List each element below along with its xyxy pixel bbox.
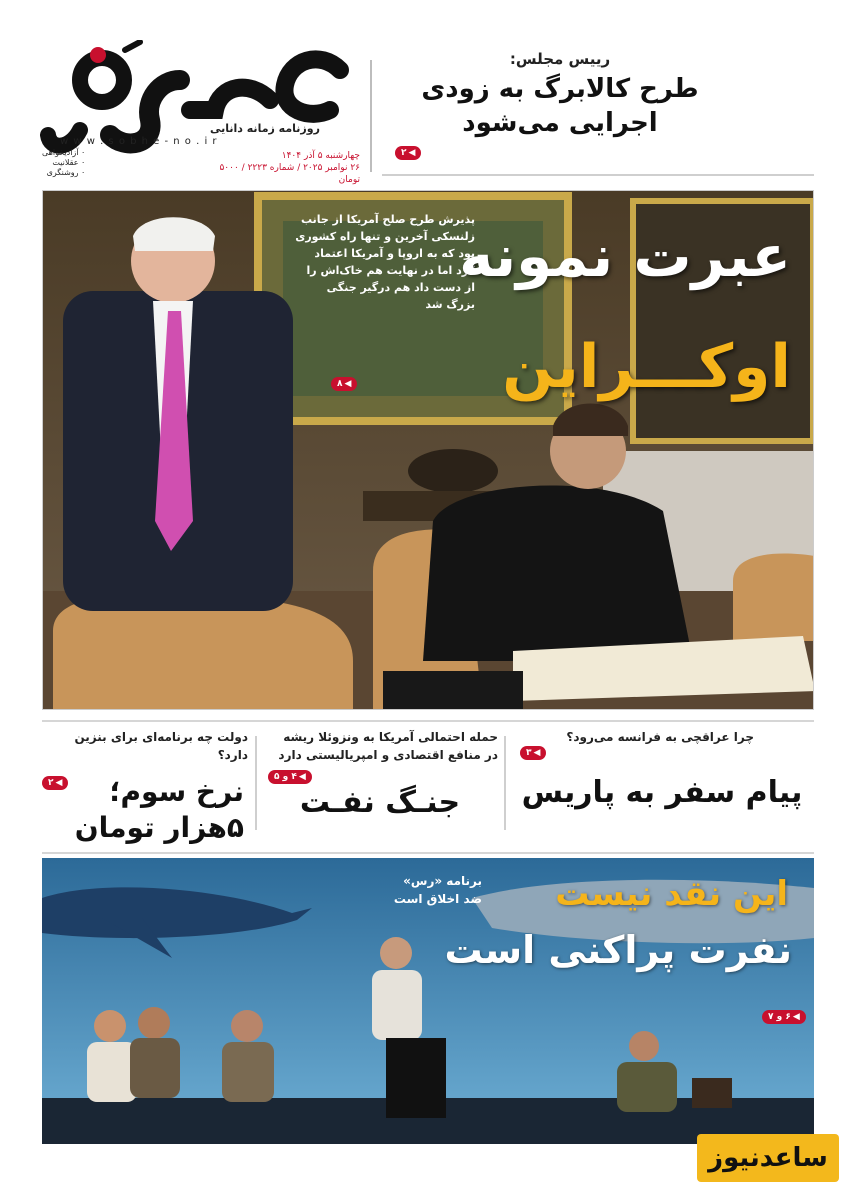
watermark-badge: ساعدنیوز [697, 1134, 839, 1182]
page-number: ۳ [526, 748, 532, 758]
hero-page-ref[interactable] [331, 371, 357, 391]
header-divider [370, 60, 372, 172]
top-story[interactable] [380, 50, 740, 140]
website-url: w w w . s o b h e - n o . i r [60, 136, 218, 147]
page-number: ۶ و ۷ [768, 1012, 791, 1022]
kicker-line: برنامه «رس» [403, 874, 482, 888]
page-number: ۸ [337, 379, 343, 389]
story-oil-page-ref[interactable] [268, 764, 312, 784]
bottom-story-page-ref[interactable] [762, 1004, 806, 1024]
top-story-title-line: طرح کالابرگ به زودی [421, 74, 699, 104]
hero-title-line-1: عبرت نمونه [459, 222, 791, 290]
bottom-story-title-line-1: این نقد نیست [555, 874, 788, 914]
values-list [42, 148, 85, 178]
dateline [200, 150, 360, 186]
story-title-line: ۵هزار تومان [74, 811, 244, 844]
story-title-line: نرخ سوم؛ [109, 775, 244, 808]
top-story-kicker: رییس مجلس: [509, 50, 611, 68]
arrow-left-icon: ◀ [792, 1012, 800, 1022]
hero-title-line-2: اوکـــراین [502, 332, 791, 402]
value-item: ۰ آزادیخواهی [42, 148, 86, 157]
story-oil-war[interactable] [262, 728, 498, 844]
page-number: ۲ [48, 778, 54, 788]
arrow-left-icon: ◀ [344, 379, 352, 389]
header-bottom-rule [382, 174, 814, 176]
arrow-left-icon: ◀ [408, 148, 416, 158]
page-number: ۴ و ۵ [274, 772, 297, 782]
story-title: پیام سفر به پاریس [521, 775, 803, 810]
newspaper-tagline: روزنامه زمانه دانایی [210, 122, 320, 135]
arrow-left-icon: ◀ [55, 778, 63, 788]
story-kicker: چرا عراقچی به فرانسه می‌رود؟ [566, 730, 754, 744]
story-title: جنـگ نفـت [299, 785, 461, 820]
story-paris-trip[interactable] [510, 728, 814, 844]
story-gasoline-rate[interactable] [42, 728, 248, 844]
page-number: ۲ [401, 148, 407, 158]
column-divider [255, 736, 257, 830]
story-gasoline-page-ref[interactable] [42, 770, 68, 790]
story-title [42, 774, 248, 846]
hero-story[interactable] [42, 190, 814, 710]
top-story-title [380, 72, 740, 140]
bottom-story-kicker [352, 872, 482, 908]
top-story-page-ref[interactable] [395, 140, 421, 160]
story-paris-page-ref[interactable] [520, 740, 546, 760]
hero-blurb: پذیرش طرح صلح آمریکا از جانب زلنسکی آخرین و تنها راه کشوری بود که به اروپا و آمریکا اعتماد کرد اما در نهایت هم خاک‌اش را از دست داد هم درگیر جنگی بزرگ شد [295, 213, 475, 311]
value-item: ۰ عقلانیت [52, 158, 86, 167]
bottom-story-title-line-2: نفرت پراکنی است [444, 928, 792, 972]
date-issue: ۲۶ نوامبر ۲۰۲۵ / شماره ۲۲۲۳ / ۵۰۰۰ تومان [219, 163, 360, 185]
kicker-line: ضد اخلاق است [393, 892, 482, 906]
section-rule [42, 720, 814, 722]
value-item: ۰ روشنگری [46, 168, 86, 177]
bottom-story[interactable] [42, 858, 814, 1144]
date-persian: چهارشنبه ۵ آذر ۱۴۰۴ [281, 151, 360, 161]
arrow-left-icon: ◀ [533, 748, 541, 758]
section-rule [42, 852, 814, 854]
column-divider [504, 736, 506, 830]
top-story-title-line: اجرایی می‌شود [462, 108, 658, 138]
story-kicker: دولت چه برنامه‌ای برای بنزین دارد؟ [74, 730, 248, 762]
arrow-left-icon: ◀ [298, 772, 306, 782]
story-kicker: حمله احتمالی آمریکا به ونزوئلا ریشه در منافع اقتصادی و امپریالیستی دارد [278, 730, 498, 762]
